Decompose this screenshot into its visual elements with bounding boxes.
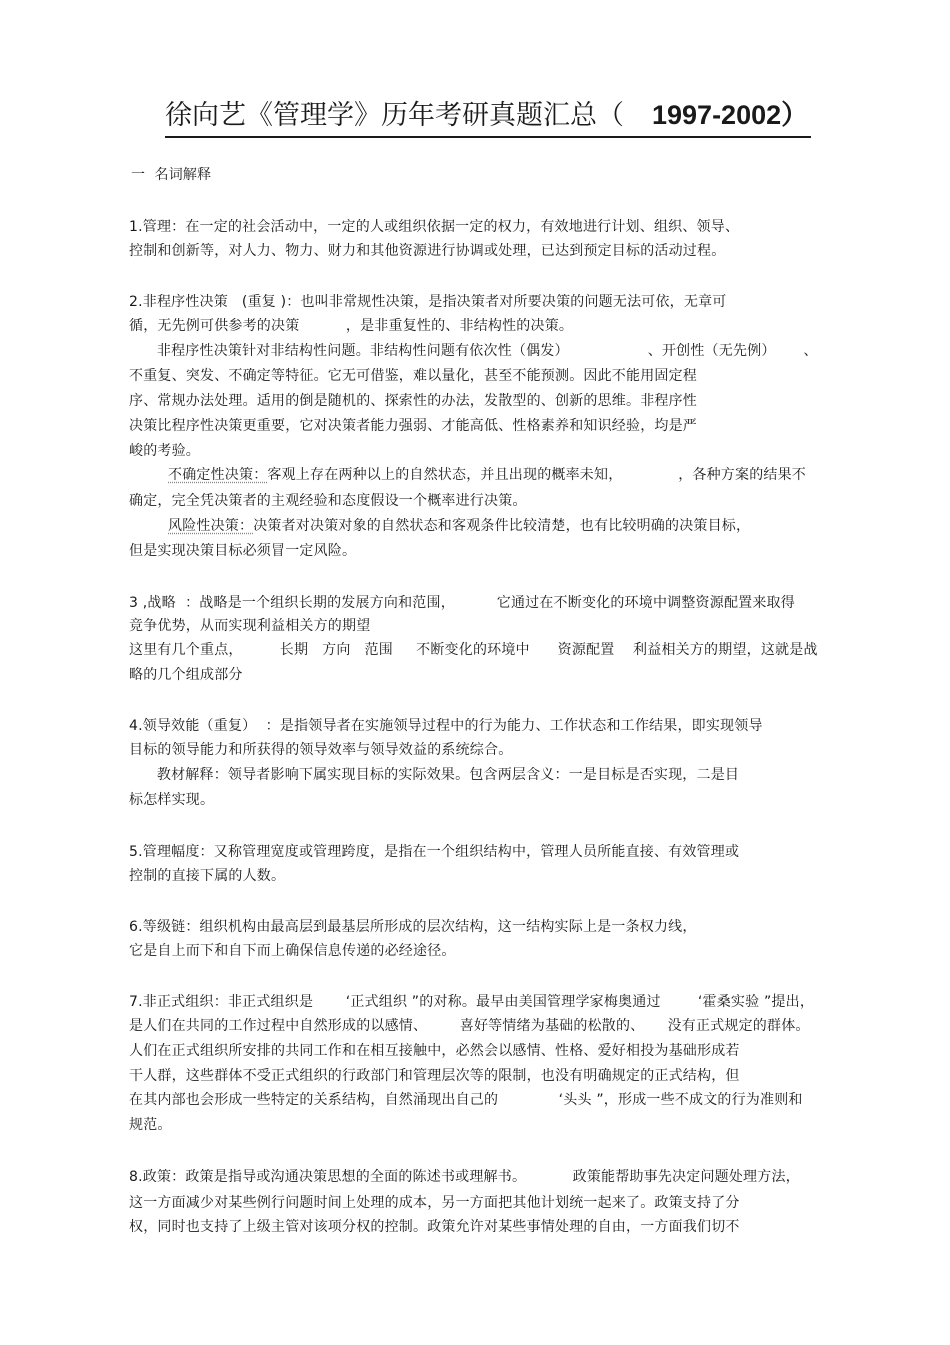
term-7-line-1: 7.非正式组织：非正式组织是 ‘正式组织 ”的对称。最早由美国管理学家梅奥通过 ‘霍桑实验 ”提出， — [129, 994, 815, 1010]
term-7-line-3: 人们在正式组织所安排的共同工作和在相互接触中，必然会以感情、性格、爱好相投为基础形成若 — [129, 1043, 740, 1059]
term-7-line-6: 规范。 — [129, 1117, 172, 1133]
document-title — [165, 97, 811, 138]
uncertain-decision-text: 客观上存在两种以上的自然状态，并且出现的概率未知， ，各种方案的结果不 — [267, 467, 807, 483]
term-7-line-4: 干人群，这些群体不受正式组织的行政部门和管理层次等的限制，也没有明确规定的正式结构，但 — [129, 1068, 740, 1084]
term-5-line-2: 控制的直接下属的人数。 — [129, 868, 286, 884]
term-3-line-2: 竞争优势，从而实现利益相关方的期望 — [129, 618, 371, 634]
term-1-line-2: 控制和创新等，对人力、物力、财力和其他资源进行协调或处理，已达到预定目标的活动过程。 — [129, 243, 726, 259]
risk-decision-line-2: 但是实现决策目标必须冒一定风险。 — [129, 543, 357, 559]
term-2-line-3: 非程序性决策针对非结构性问题。非结构性问题有依次性（偶发） 、开创性（无先例） 、 — [129, 343, 818, 359]
term-2-line-6: 决策比程序性决策更重要，它对决策者能力强弱、才能高低、性格素养和知识经验，均是严 — [129, 418, 697, 434]
title-main: 徐向艺《管理学》历年考研真题汇总（ — [165, 100, 624, 131]
term-2-line-4: 不重复、突发、不确定等特征。它无可借鉴，难以量化，甚至不能预测。因此不能用固定程 — [129, 368, 697, 384]
term-2-line-7: 峻的考验。 — [129, 443, 200, 459]
term-6-line-2: 它是自上而下和自下而上确保信息传递的必经途径。 — [129, 943, 456, 959]
term-4-line-2: 目标的领导能力和所获得的领导效率与领导效益的系统综合。 — [129, 742, 513, 758]
risk-decision-term: 风险性决策： — [168, 518, 254, 534]
term-5-line-1: 5.管理幅度：又称管理宽度或管理跨度，是指在一个组织结构中，管理人员所能直接、有效管理或 — [129, 844, 740, 860]
risk-decision-text: 决策者对决策对象的自然状态和客观条件比较清楚，也有比较明确的决策目标， — [253, 518, 751, 534]
term-8-line-3: 权，同时也支持了上级主管对该项分权的控制。政策允许对某些事情处理的自由，一方面我们切不 — [129, 1219, 740, 1235]
term-3-line-1: 3 ,战略 ：战略是一个组织长期的发展方向和范围， 它通过在不断变化的环境中调整资源配置来取得 — [129, 595, 795, 611]
term-8-line-2: 这一方面减少对某些例行问题时间上处理的成本，另一方面把其他计划统一起来了。政策支持了分 — [129, 1195, 740, 1211]
uncertain-decision-line-1 — [168, 465, 806, 485]
term-2-line-1: 2.非程序性决策 (重复 )：也叫非常规性决策，是指决策者对所要决策的问题无法可依，无章可 — [129, 294, 727, 310]
title-years: 1997-2002） — [652, 100, 809, 130]
term-7-line-5: 在其内部也会形成一些特定的关系结构，自然涌现出自己的 ‘头头 ”，形成一些不成文的行为准则和 — [129, 1092, 803, 1108]
uncertain-decision-term: 不确定性决策： — [168, 467, 268, 483]
term-2-line-2: 循，无先例可供参考的决策 ，是非重复性的、非结构性的决策。 — [129, 318, 574, 334]
term-7-line-2: 是人们在共同的工作过程中自然形成的以感情、 喜好等情绪为基础的松散的、 没有正式规定的群体。 — [129, 1018, 810, 1034]
term-8-line-1: 8.政策：政策是指导或沟通决策思想的全面的陈述书或理解书。 政策能帮助事先决定问题处理方法， — [129, 1169, 800, 1185]
term-2-line-5: 序、常规办法处理。适用的倒是随机的、探索性的办法，发散型的、创新的思维。非程序性 — [129, 393, 697, 409]
term-4-line-4: 标怎样实现。 — [129, 792, 215, 808]
risk-decision-line-1 — [168, 516, 750, 536]
term-6-line-1: 6.等级链：组织机构由最高层到最基层所形成的层次结构，这一结构实际上是一条权力线， — [129, 919, 697, 935]
term-1-line-1: 1.管理：在一定的社会活动中，一定的人或组织依据一定的权力，有效地进行计划、组织、领导、 — [129, 219, 740, 235]
term-4-line-3: 教材解释：领导者影响下属实现目标的实际效果。包含两层含义：一是目标是否实现，二是目 — [129, 767, 740, 783]
term-3-line-3: 这里有几个重点， 长期 方向 范围 不断变化的环境中 资源配置 利益相关方的期望，这就是战 — [129, 642, 818, 658]
section-heading: 一 名词解释 — [131, 167, 212, 183]
term-3-line-4: 略的几个组成部分 — [129, 667, 243, 683]
uncertain-decision-line-2: 确定，完全凭决策者的主观经验和态度假设一个概率进行决策。 — [129, 493, 527, 509]
term-4-line-1: 4.领导效能（重复） ：是指领导者在实施领导过程中的行为能力、工作状态和工作结果，即实现领导 — [129, 718, 763, 734]
